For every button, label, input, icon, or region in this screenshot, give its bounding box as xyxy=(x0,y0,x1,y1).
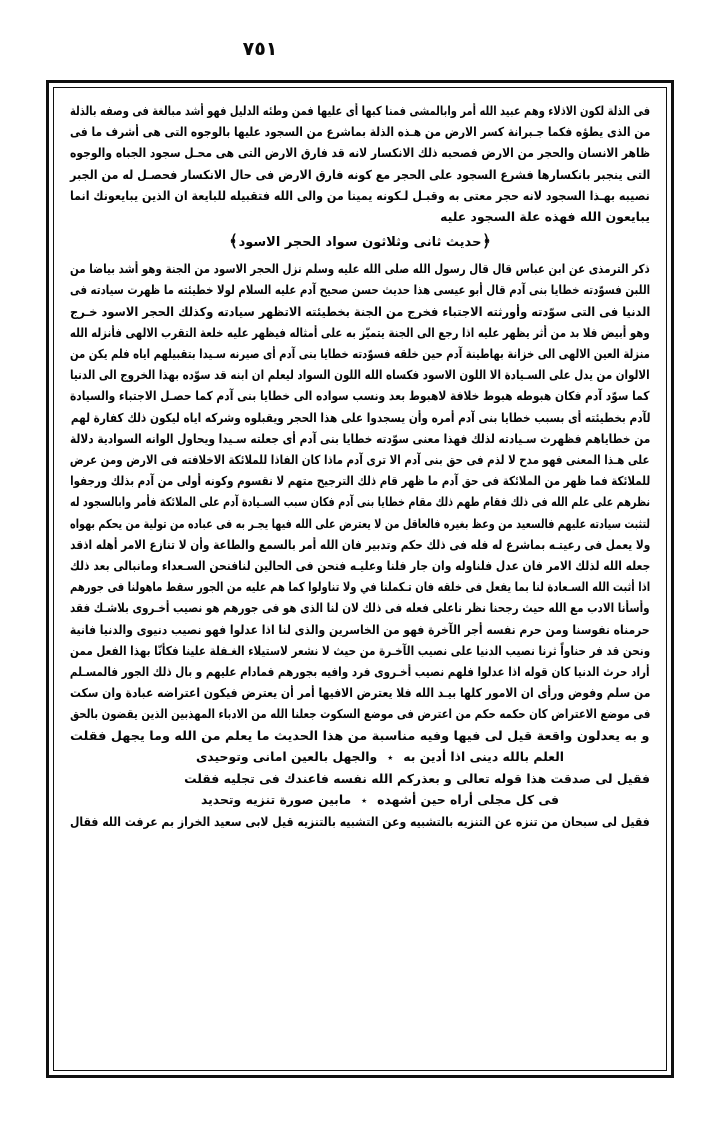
verse-hemistich-right: العلم بالله دينى اذا أدين به xyxy=(403,748,565,764)
text-line: ونحن قد فر حناواً ثرنا نصيب الدنيا على نصيب الآخـرة من حيث لا نشعر لاستيلاء الغـفلة علينا فكأنّا بهذا الفعل ممن xyxy=(69,642,650,658)
text-line: من سلم وفوض ورأى ان الامور كلها بيـد الله فلا يعترض الافيها أمر أن يعترض فيكون اعتراضه عبادة وان سكت xyxy=(69,685,650,701)
text-line: فى موضع الاعتراض كان حكمه حكم من اعترض فى موضع السكوت جعلنا الله من الادباء المهذبين الذين يقضون بالحق xyxy=(69,706,650,722)
page-border-inner-rule xyxy=(53,87,667,1071)
verse-hemistich-right: فى كل مجلى أراه حين أشهده xyxy=(377,792,559,808)
paragraph-continuation xyxy=(70,100,650,227)
text-line: من الذى يطؤه فكما جـبرانة كسر الارض من هـذه الذلة بماشرع من السجود عليها بالوجوه التى هى أشرف ما فى xyxy=(69,124,650,140)
text-line: نظرهم على علم الله فى ذلك فقام طهم ذلك مقام خطايا بنى آدم فكان سبب السـيادة آدم على الملائكة فأمر وابالسجود له xyxy=(69,494,650,510)
text-line: فى الذلة لكون الاذلاء وهم عبيد الله أمر وابالمشى فمنا كبها أى عليها فمن وطئه الدليل فهو أشد مبالغة فى وصفه بالذلة xyxy=(69,103,650,118)
text-line: فقيل لى صدقت هذا قوله تعالى و بعذركم الله نفسه فاعندك فى تجليه فقلت xyxy=(184,770,650,786)
text-line-closing: فقيل لى سبحان من تنزه عن التنزيه بالتشبيه وعن التشبيه بالتنزيه قيل لابى سعيد الخراز بم عرفت الله فقال xyxy=(70,814,650,830)
page-border-frame xyxy=(46,80,674,1078)
text-line: لتثبت سيادته عليهم فالسعيد من وعظ بغيره فالعاقل من لا يعترض على الله فيها يجـر به فى عباده من تولية من يحكم بهواه xyxy=(70,515,650,531)
text-line: ولا يعمل فى رعيتـه بماشرع له فله فى ذلك حكم وتدبير فان الله أمر بالسمع والطاعة وأن لا تنازع الامر أهله اذقد xyxy=(69,536,650,552)
verse-separator-icon: ٭ xyxy=(361,794,368,808)
verse-line xyxy=(70,746,650,768)
text-line: نصيبه بهـذا السجود لانه حجر معتى به وقبـل لـكونه يمينا من والى الله فتقبيله للبايعة ان الذين يبايعونك انما xyxy=(70,187,650,203)
text-line: وهو أبيض فلا بد من أثر يظهر عليه اذا رجع الى الجنة يتميّز به على أمثاله فيظهر عليه خلعة التقرب الالهى فأنزله الله xyxy=(70,324,650,340)
text-line: منزلة العين الالهى الى خزانة بهاطينة آدم حين خلقه فسوّدته خطايا بنى آدم أى صيرنه سـيدا بتقبيلهم اياه فلم يكن من xyxy=(70,346,650,362)
text-line: كما سوّد آدم فكان هبوطه هبوط خلافة لاهبوط بعد ونسب سواده الى خطايا بنى آدم كما حصـل الاجتباء والسيادة xyxy=(70,388,650,404)
text-line: وأسأنا الادب مع الله حيث رجحنا نظر ناعلى فعله فى ذلك لان لنا الذى هو فى جورهم هو نصيب أخـروى بلاشـك فقد xyxy=(70,600,650,616)
text-line: ذكر الترمذى عن ابن عباس قال قال رسول الله صلى الله عليه وسلم نزل الحجر الاسود من الجنة وهو أشد بياضا من xyxy=(70,261,650,277)
text-line: اللبن فسوّدته خطايا بنى آدم قال أبو عيسى هذا حديث حسن صحيح آدم عليه السلام لولا خطيئته ما ظهرت سيادته فى xyxy=(69,282,650,298)
verse-hemistich-left: مابين صورة تنزيه وتحديد xyxy=(201,792,352,808)
text-line: يبايعون الله فهذه علة السجود عليه xyxy=(440,209,650,225)
verse-line xyxy=(70,789,650,811)
text-column xyxy=(64,98,656,1064)
text-line: الدنيا فى التى سوّدته وأورثته الاجتباء فخرج من الجنة بخطيئته الاتظهر سيادته وكذلك الحجر الاسود خـرج xyxy=(69,303,650,319)
text-line: جعله الله لذلك الامر فان عدل فلناوله وان جار فلنا وعليـه فنحن فى الحالين لنافنحن السـعداء ومانبالى بعد ذلك xyxy=(69,558,650,574)
verse-hemistich-left: والجهل بالعين امانى وتوحيدى xyxy=(195,748,378,764)
verse-separator-icon: ٭ xyxy=(387,750,394,764)
text-line: من خطاياهم فظهرت سـيادته لذلك فهذا معنى سوّدته خطايا بنى آدم أى جعلته سـيدا ويحاول الوانه السوادية دلالة xyxy=(69,430,650,446)
text-line: حرمناه نفوسنا ومن حرم نفسه أجر الآخرة فهو من الخاسرين والذى لنا اذا عدلوا فهو نصيب دنيوى والدنيا فانية xyxy=(70,621,650,637)
ornament-right-icon: ﴿ xyxy=(482,233,491,252)
text-line: التى ينجبر بانكسارها فشرع السجود على الحجر مع كونه فارق الارض فى حال الانكسار فحصـل له من الجبر xyxy=(69,166,650,182)
text-line: للملائكة فما ظهر من الملائكة فى حق آدم ما ظهر قام ذلك الترجيح متهم لا نقسوم وكونه أولى من آدم بذلك ورجفوا xyxy=(69,473,650,489)
ornament-left-icon: ﴾ xyxy=(229,233,238,252)
text-line: لآدم بخطيئته أى بسبب خطايا بنى آدم أمره وأن يسجدوا على هذا الحجر ويقبلوه وشركه اياه ليكون ذلك كفارة لهم xyxy=(70,409,650,425)
text-line: و به يعدلون واقعة قيل لى فيها وفيه مناسبة من هذا الحديث ما يعلم من الله وما يجهل فقلت xyxy=(70,727,650,743)
text-line: الالوان من يدل على السـيادة الا اللون الاسود فكساه الله اللون السواد ليعلم ان ابنه قد سوّده بهذا الخروج الى الدنيا xyxy=(70,367,650,383)
hadith-commentary xyxy=(70,258,650,746)
section-heading xyxy=(70,227,650,258)
page-number: ٧٥١ xyxy=(242,38,278,60)
text-line: ظاهر الانسان والحجر من الارض فصحبه ذلك الانكسار لانه قد فارق الارض التى هى محـل سجود الجباه والوجوه xyxy=(69,145,650,161)
text-line: على هـذا المعنى فهو مدح لا لذم فى حق بنى آدم الا ترى آدم ماذا كان الفاذا للملائكة الاخلافته فى الارض ومن عرض xyxy=(70,452,650,468)
section-heading-label: حديث ثانى وثلاثون سواد الحجر الاسود xyxy=(238,235,482,251)
text-line: اذا أثبت الله السـعادة لنا بما يفعل فى خلقه فان تـكملنا في ولا تناولوا كما هم عليه من الجور سقط ماهولنا فى جورهم xyxy=(69,579,650,595)
text-line: أراد حرث الدنيا كان قوله اذا عدلوا فلهم نصيب أخـروى فرد وافيه بجورهم فمادام عليهم و بال ذلك الجور فالمسـلم xyxy=(70,664,650,680)
